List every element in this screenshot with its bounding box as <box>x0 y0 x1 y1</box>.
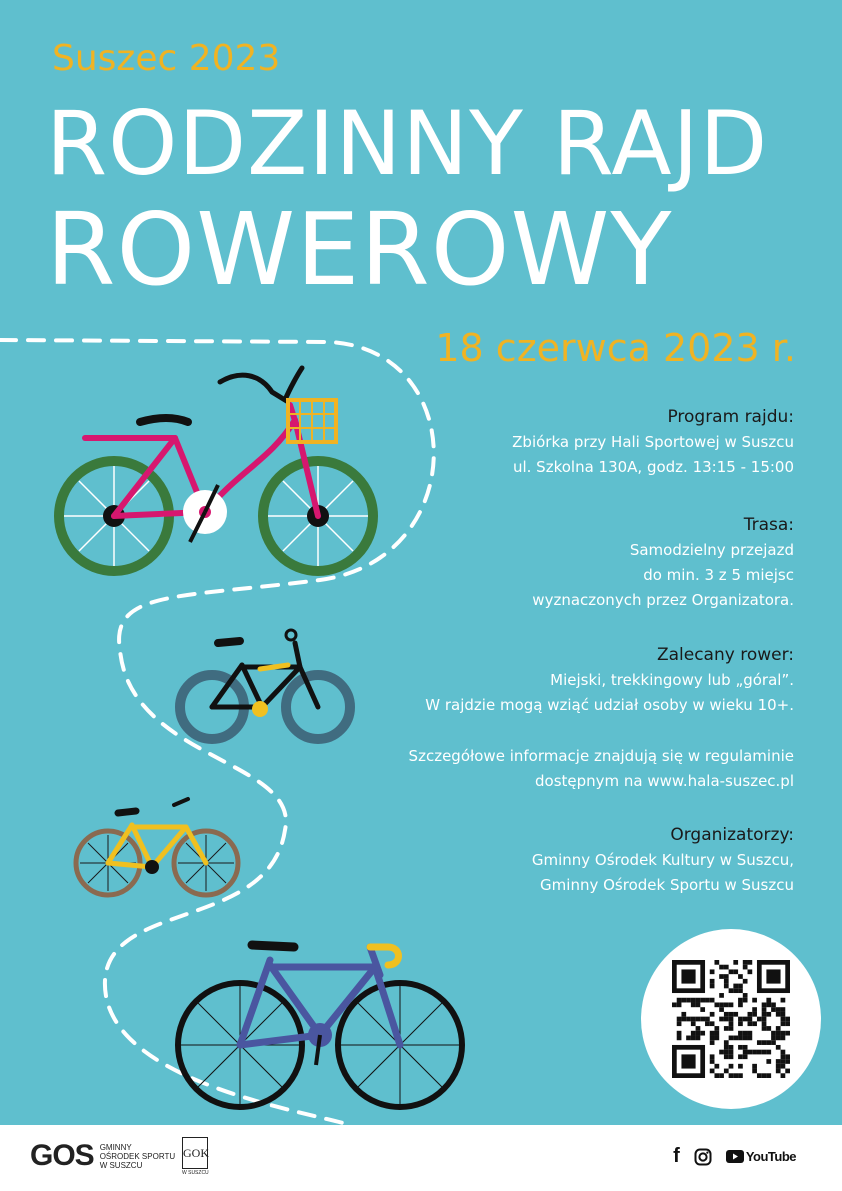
event-title-line2: ROWEROWY <box>46 191 673 308</box>
bike-pink-illustration <box>40 360 400 590</box>
youtube-icon <box>726 1150 744 1163</box>
bike-yellow-illustration <box>70 795 250 910</box>
program-heading: Program rajdu: <box>667 407 794 427</box>
organizers-line: Gminny Ośrodek Kultury w Suszcu, <box>531 851 794 869</box>
gos-logo-mark: GOS <box>30 1139 94 1172</box>
bike-black-illustration <box>170 625 360 745</box>
gok-logo-text: W SUSZCU <box>182 1170 209 1176</box>
bike-section <box>425 642 794 718</box>
route-line: wyznaczonych przez Organizatora. <box>532 591 794 609</box>
event-subtitle: Suszec 2023 <box>52 38 281 79</box>
organizers-section <box>532 822 794 898</box>
gos-logo-line: GMINNY <box>99 1142 132 1152</box>
details-line: dostępnym na www.hala-suszec.pl <box>535 772 794 790</box>
social-links <box>673 1145 796 1168</box>
qr-badge <box>641 929 821 1109</box>
organizers-line: Gminny Ośrodek Sportu w Suszcu <box>540 876 794 894</box>
event-date: 18 czerwca 2023 r. <box>435 326 796 370</box>
details-line: Szczegółowe informacje znajdują się w regulaminie <box>408 747 794 765</box>
route-section <box>532 512 794 613</box>
facebook-icon[interactable]: f <box>673 1145 680 1167</box>
program-line: Zbiórka przy Hali Sportowej w Suszcu <box>512 433 794 451</box>
bike-line: W rajdzie mogą wziąć udział osoby w wieku 10+. <box>425 696 794 714</box>
youtube-link[interactable] <box>726 1149 796 1164</box>
gos-logo-text <box>100 1143 175 1170</box>
bike-heading: Zalecany rower: <box>656 645 794 665</box>
route-line: do min. 3 z 5 miejsc <box>643 566 794 584</box>
bike-line: Miejski, trekkingowy lub „góral”. <box>550 671 794 689</box>
organizers-heading: Organizatorzy: <box>670 825 794 845</box>
bike-blue-illustration <box>170 935 470 1115</box>
footer <box>0 1125 842 1191</box>
gos-logo-line: W SUSZCU <box>99 1160 143 1170</box>
instagram-icon[interactable] <box>694 1148 712 1166</box>
details-section <box>409 744 794 794</box>
gos-logo-line: OŚRODEK SPORTU <box>99 1151 176 1161</box>
route-heading: Trasa: <box>743 515 794 535</box>
route-line: Samodzielny przejazd <box>629 541 794 559</box>
gok-logo <box>182 1137 209 1176</box>
youtube-label: YouTube <box>745 1149 796 1164</box>
gok-logo-mark: GOK <box>182 1137 208 1169</box>
qr-code-icon[interactable] <box>672 960 790 1078</box>
program-line: ul. Szkolna 130A, godz. 13:15 - 15:00 <box>512 458 794 476</box>
gos-logo <box>30 1139 175 1173</box>
program-section <box>512 404 794 480</box>
event-title-line1: RODZINNY RAJD <box>46 92 769 195</box>
